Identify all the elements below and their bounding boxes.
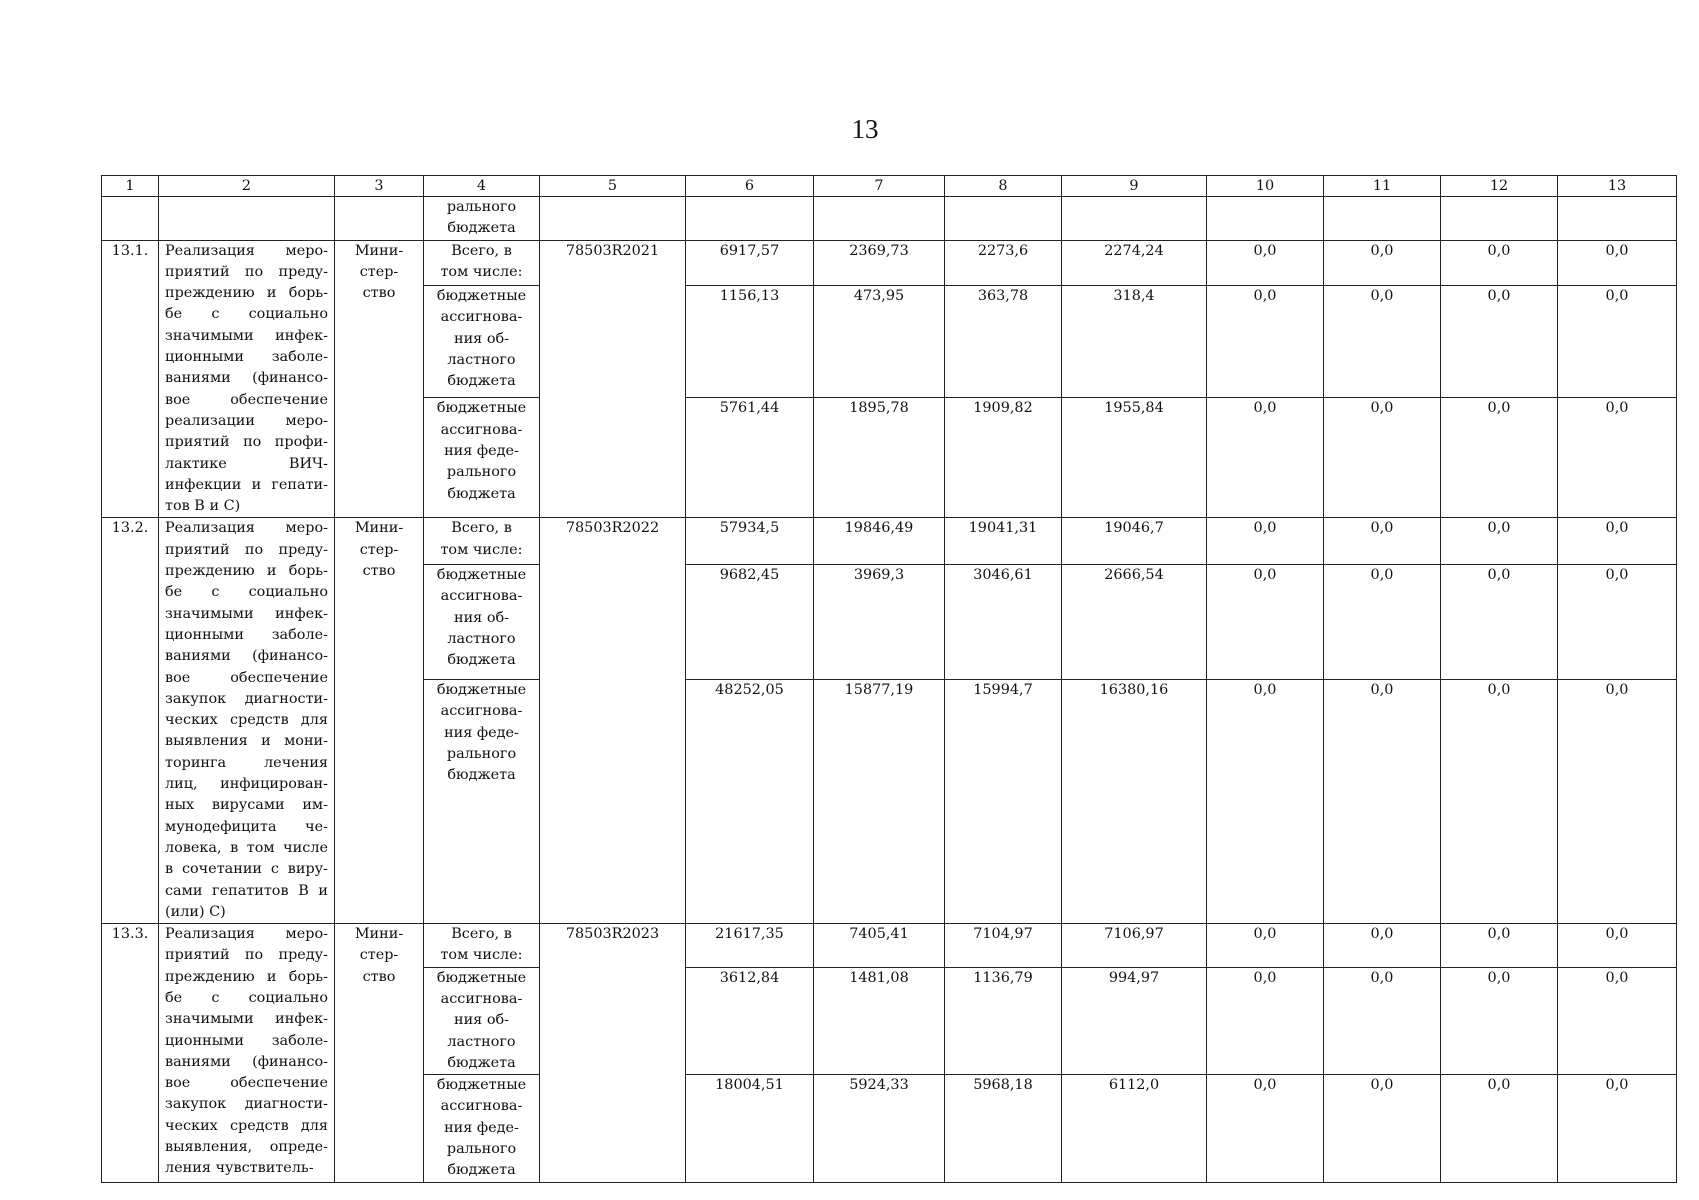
source-line: бюджета (447, 1054, 516, 1071)
amount-cell: 0,0 (1324, 680, 1441, 924)
source-line: бюджета (447, 767, 516, 784)
source-line: том числе: (440, 947, 523, 964)
amount-cell: 0,0 (1558, 680, 1677, 924)
amount-cell: 0,0 (1441, 1075, 1558, 1182)
budget-code-cell: 78503R2021 (540, 240, 686, 518)
source-line: Всего, в (451, 520, 512, 537)
activity-name-line: приятий по преду- (165, 541, 328, 558)
source-line: ассигнова- (440, 990, 523, 1007)
source-line: ния об- (453, 1012, 510, 1029)
amount-cell: 0,0 (1558, 286, 1677, 398)
source-line: бюджетные (436, 1077, 527, 1094)
column-number-cell: 10 (1207, 176, 1324, 197)
amount-cell: 16380,16 (1062, 680, 1207, 924)
column-number-cell: 8 (945, 176, 1062, 197)
budget-table (101, 175, 1677, 1183)
amount-cell: 0,0 (1207, 680, 1324, 924)
amount-cell: 3046,61 (945, 565, 1062, 680)
activity-name-line: преждению и борь- (165, 563, 328, 580)
activity-name-line: ваниями (финансо- (165, 648, 328, 665)
amount-cell: 5968,18 (945, 1075, 1062, 1182)
amount-cell: 0,0 (1558, 565, 1677, 680)
amount-cell: 3969,3 (814, 565, 945, 680)
activity-name-line: ления чувствитель- (165, 1160, 314, 1177)
amount-cell: 0,0 (1558, 1075, 1677, 1182)
column-number-cell: 11 (1324, 176, 1441, 197)
source-line: ластного (447, 352, 516, 368)
amount-cell: 2274,24 (1062, 240, 1207, 286)
column-number-cell: 3 (335, 176, 424, 197)
funding-source-cell (424, 398, 540, 518)
amount-cell: 0,0 (1441, 398, 1558, 518)
activity-name-line: ваниями (финансо- (165, 1053, 328, 1070)
activity-name-line: ческих средств для (165, 712, 328, 729)
activity-name-line: преждению и борь- (165, 968, 328, 985)
amount-cell: 1895,78 (814, 398, 945, 518)
activity-name-line: значимыми инфек- (165, 1011, 328, 1028)
empty-cell (335, 197, 424, 241)
activity-name-line: значимыми инфек- (165, 327, 328, 344)
amount-cell: 3612,84 (686, 967, 814, 1074)
amount-cell: 0,0 (1441, 565, 1558, 680)
table-row (102, 924, 1677, 968)
column-number-row (102, 176, 1677, 197)
column-number-cell: 5 (540, 176, 686, 197)
activity-name-line: закупок диагности- (165, 1096, 328, 1113)
activity-name-line: тов В и С) (165, 498, 241, 515)
amount-cell: 0,0 (1324, 565, 1441, 680)
funding-source-cell (424, 1075, 540, 1182)
amount-cell: 0,0 (1207, 518, 1324, 565)
amount-cell: 0,0 (1441, 240, 1558, 286)
amount-cell: 0,0 (1207, 967, 1324, 1074)
ministry-cell (335, 240, 424, 518)
table-row (102, 240, 1677, 286)
activity-name-line: ваниями (финансо- (165, 370, 328, 387)
amount-cell: 2273,6 (945, 240, 1062, 286)
budget-code-cell: 78503R2023 (540, 924, 686, 1183)
activity-name-line: приятий по профи- (165, 434, 328, 451)
source-line: том числе: (440, 541, 523, 558)
amount-cell: 0,0 (1207, 924, 1324, 968)
amount-cell: 0,0 (1207, 565, 1324, 680)
table-row (102, 518, 1677, 565)
amount-cell: 0,0 (1324, 967, 1441, 1074)
source-line: бюджета (447, 485, 516, 502)
source-line: ния феде- (444, 724, 519, 741)
activity-name-line: выявления, опреде- (165, 1139, 328, 1156)
empty-cell (1324, 197, 1441, 241)
source-line: бюджетные (436, 288, 527, 305)
empty-cell (814, 197, 945, 241)
funding-source-cell (424, 924, 540, 968)
amount-cell: 48252,05 (686, 680, 814, 924)
ministry-line: стер- (359, 541, 399, 558)
activity-name-line: лиц, инфицирован- (165, 776, 328, 793)
activity-name-line: выявления и мони- (165, 733, 328, 750)
amount-cell: 1136,79 (945, 967, 1062, 1074)
column-number-cell: 7 (814, 176, 945, 197)
amount-cell: 57934,5 (686, 518, 814, 565)
ministry-cell (335, 518, 424, 924)
empty-cell (686, 197, 814, 241)
activity-name-line: ных вирусами им- (165, 797, 328, 814)
source-line: ассигнова- (440, 1098, 523, 1115)
amount-cell: 7106,97 (1062, 924, 1207, 968)
source-line: бюджетные (436, 969, 527, 986)
activity-name-line: приятий по преду- (165, 263, 328, 280)
funding-source-cell (424, 565, 540, 680)
ministry-line: ство (362, 968, 396, 985)
source-line: ассигнова- (440, 703, 523, 720)
funding-source-cell (424, 518, 540, 565)
source-line: ассигнова- (440, 309, 523, 326)
continuation-row (102, 197, 1677, 241)
activity-name-line: закупок диагности- (165, 690, 328, 707)
source-line: том числе: (440, 263, 523, 280)
source-line: ластного (447, 1033, 516, 1050)
funding-source-cell (424, 967, 540, 1074)
amount-cell: 0,0 (1207, 286, 1324, 398)
amount-cell: 15994,7 (945, 680, 1062, 924)
amount-cell: 15877,19 (814, 680, 945, 924)
activity-name-line: ловека, в том числе (165, 839, 328, 856)
source-line: рального (446, 464, 517, 481)
row-number-cell: 13.2. (102, 518, 159, 924)
page-number: 13 (851, 114, 879, 144)
amount-cell: 1909,82 (945, 398, 1062, 518)
source-line: Всего, в (451, 242, 512, 259)
activity-name-line: значимыми инфек- (165, 605, 328, 622)
amount-cell: 0,0 (1324, 286, 1441, 398)
activity-name-cell (159, 924, 335, 1183)
empty-cell (1207, 197, 1324, 241)
amount-cell: 2369,73 (814, 240, 945, 286)
source-line: бюджетные (436, 682, 527, 699)
activity-name-line: вое обеспечение (165, 1075, 328, 1092)
activity-name-line: ционными заболе- (165, 626, 328, 643)
activity-name-line: мунодефицита че- (165, 818, 328, 835)
source-line: бюджета (447, 373, 516, 390)
activity-name-line: бе с социально (165, 306, 328, 323)
source-line: бюджетные (436, 400, 527, 417)
amount-cell: 0,0 (1441, 680, 1558, 924)
activity-name-line: вое обеспечение (165, 391, 328, 408)
amount-cell: 5924,33 (814, 1075, 945, 1182)
source-line: рального (446, 746, 517, 762)
column-number-cell: 9 (1062, 176, 1207, 197)
ministry-line: ство (362, 563, 396, 580)
amount-cell: 318,4 (1062, 286, 1207, 398)
source-line: бюджета (447, 220, 516, 237)
ministry-line: стер- (359, 263, 399, 280)
activity-name-line: торинга лечения (165, 754, 328, 771)
source-line: Всего, в (451, 926, 512, 943)
empty-cell (945, 197, 1062, 241)
activity-name-line: лактике ВИЧ- (165, 455, 328, 472)
source-line: бюджета (447, 1162, 516, 1179)
amount-cell: 21617,35 (686, 924, 814, 968)
amount-cell: 363,78 (945, 286, 1062, 398)
activity-name-line: Реализация меро- (165, 926, 328, 943)
activity-name-line: ческих средств для (165, 1117, 328, 1134)
source-line: рального (446, 199, 517, 215)
amount-cell: 0,0 (1441, 924, 1558, 968)
amount-cell: 994,97 (1062, 967, 1207, 1074)
activity-name-line: (или) С) (165, 903, 226, 920)
ministry-line: Мини- (354, 242, 404, 259)
source-line: ассигнова- (440, 421, 523, 438)
source-line: ния об- (453, 609, 510, 626)
amount-cell: 0,0 (1441, 967, 1558, 1074)
amount-cell: 7405,41 (814, 924, 945, 968)
amount-cell: 1481,08 (814, 967, 945, 1074)
source-line: ния феде- (444, 442, 519, 459)
row-number-cell: 13.1. (102, 240, 159, 518)
empty-cell (540, 197, 686, 241)
amount-cell: 18004,51 (686, 1075, 814, 1182)
activity-name-line: бе с социально (165, 989, 328, 1006)
amount-cell: 0,0 (1207, 398, 1324, 518)
source-line: ассигнова- (440, 588, 523, 605)
column-number-cell: 2 (159, 176, 335, 197)
ministry-line: Мини- (354, 926, 404, 943)
amount-cell: 0,0 (1441, 286, 1558, 398)
amount-cell: 473,95 (814, 286, 945, 398)
empty-cell (1062, 197, 1207, 241)
amount-cell: 5761,44 (686, 398, 814, 518)
column-number-cell: 13 (1558, 176, 1677, 197)
ministry-line: Мини- (354, 520, 404, 537)
funding-source-cell (424, 286, 540, 398)
source-line: ластного (447, 630, 516, 647)
funding-source-cell (424, 240, 540, 286)
amount-cell: 0,0 (1558, 967, 1677, 1074)
amount-cell: 6917,57 (686, 240, 814, 286)
table-body (102, 176, 1677, 1183)
source-line: ния об- (453, 330, 510, 347)
activity-name-line: в сочетании с виру- (165, 861, 328, 878)
amount-cell: 0,0 (1207, 1075, 1324, 1182)
source-line: бюджета (447, 652, 516, 669)
amount-cell: 1156,13 (686, 286, 814, 398)
amount-cell: 7104,97 (945, 924, 1062, 968)
amount-cell: 1955,84 (1062, 398, 1207, 518)
ministry-line: ство (362, 285, 396, 302)
funding-source-cell (424, 197, 540, 241)
source-line: рального (446, 1141, 517, 1158)
amount-cell: 19846,49 (814, 518, 945, 565)
ministry-line: стер- (359, 947, 399, 964)
activity-name-line: сами гепатитов В и (165, 882, 328, 899)
activity-name-line: бе с социально (165, 584, 328, 601)
budget-code-cell: 78503R2022 (540, 518, 686, 924)
amount-cell: 0,0 (1558, 240, 1677, 286)
amount-cell: 0,0 (1441, 518, 1558, 565)
amount-cell: 0,0 (1558, 518, 1677, 565)
amount-cell: 19041,31 (945, 518, 1062, 565)
ministry-cell (335, 924, 424, 1183)
column-number-cell: 6 (686, 176, 814, 197)
column-number-cell: 4 (424, 176, 540, 197)
activity-name-line: Реализация меро- (165, 520, 328, 537)
amount-cell: 2666,54 (1062, 565, 1207, 680)
activity-name-line: ционными заболе- (165, 349, 328, 366)
amount-cell: 0,0 (1324, 398, 1441, 518)
source-line: бюджетные (436, 567, 527, 584)
empty-cell (1558, 197, 1677, 241)
amount-cell: 0,0 (1558, 924, 1677, 968)
empty-cell (1441, 197, 1558, 241)
amount-cell: 9682,45 (686, 565, 814, 680)
activity-name-line: преждению и борь- (165, 285, 328, 302)
empty-cell (102, 197, 159, 241)
activity-name-line: инфекции и гепати- (165, 476, 328, 493)
activity-name-line: реализации меро- (165, 412, 328, 429)
activity-name-line: Реализация меро- (165, 242, 328, 259)
column-number-cell: 1 (102, 176, 159, 197)
activity-name-line: приятий по преду- (165, 947, 328, 964)
empty-cell (159, 197, 335, 241)
row-number-cell: 13.3. (102, 924, 159, 1183)
amount-cell: 0,0 (1558, 398, 1677, 518)
amount-cell: 19046,7 (1062, 518, 1207, 565)
amount-cell: 0,0 (1207, 240, 1324, 286)
amount-cell: 0,0 (1324, 240, 1441, 286)
activity-name-line: вое обеспечение (165, 669, 328, 686)
amount-cell: 6112,0 (1062, 1075, 1207, 1182)
amount-cell: 0,0 (1324, 518, 1441, 565)
column-number-cell: 12 (1441, 176, 1558, 197)
activity-name-cell (159, 240, 335, 518)
activity-name-line: ционными заболе- (165, 1032, 328, 1049)
activity-name-cell (159, 518, 335, 924)
source-line: ния феде- (444, 1119, 519, 1136)
amount-cell: 0,0 (1324, 1075, 1441, 1182)
amount-cell: 0,0 (1324, 924, 1441, 968)
funding-source-cell (424, 680, 540, 924)
